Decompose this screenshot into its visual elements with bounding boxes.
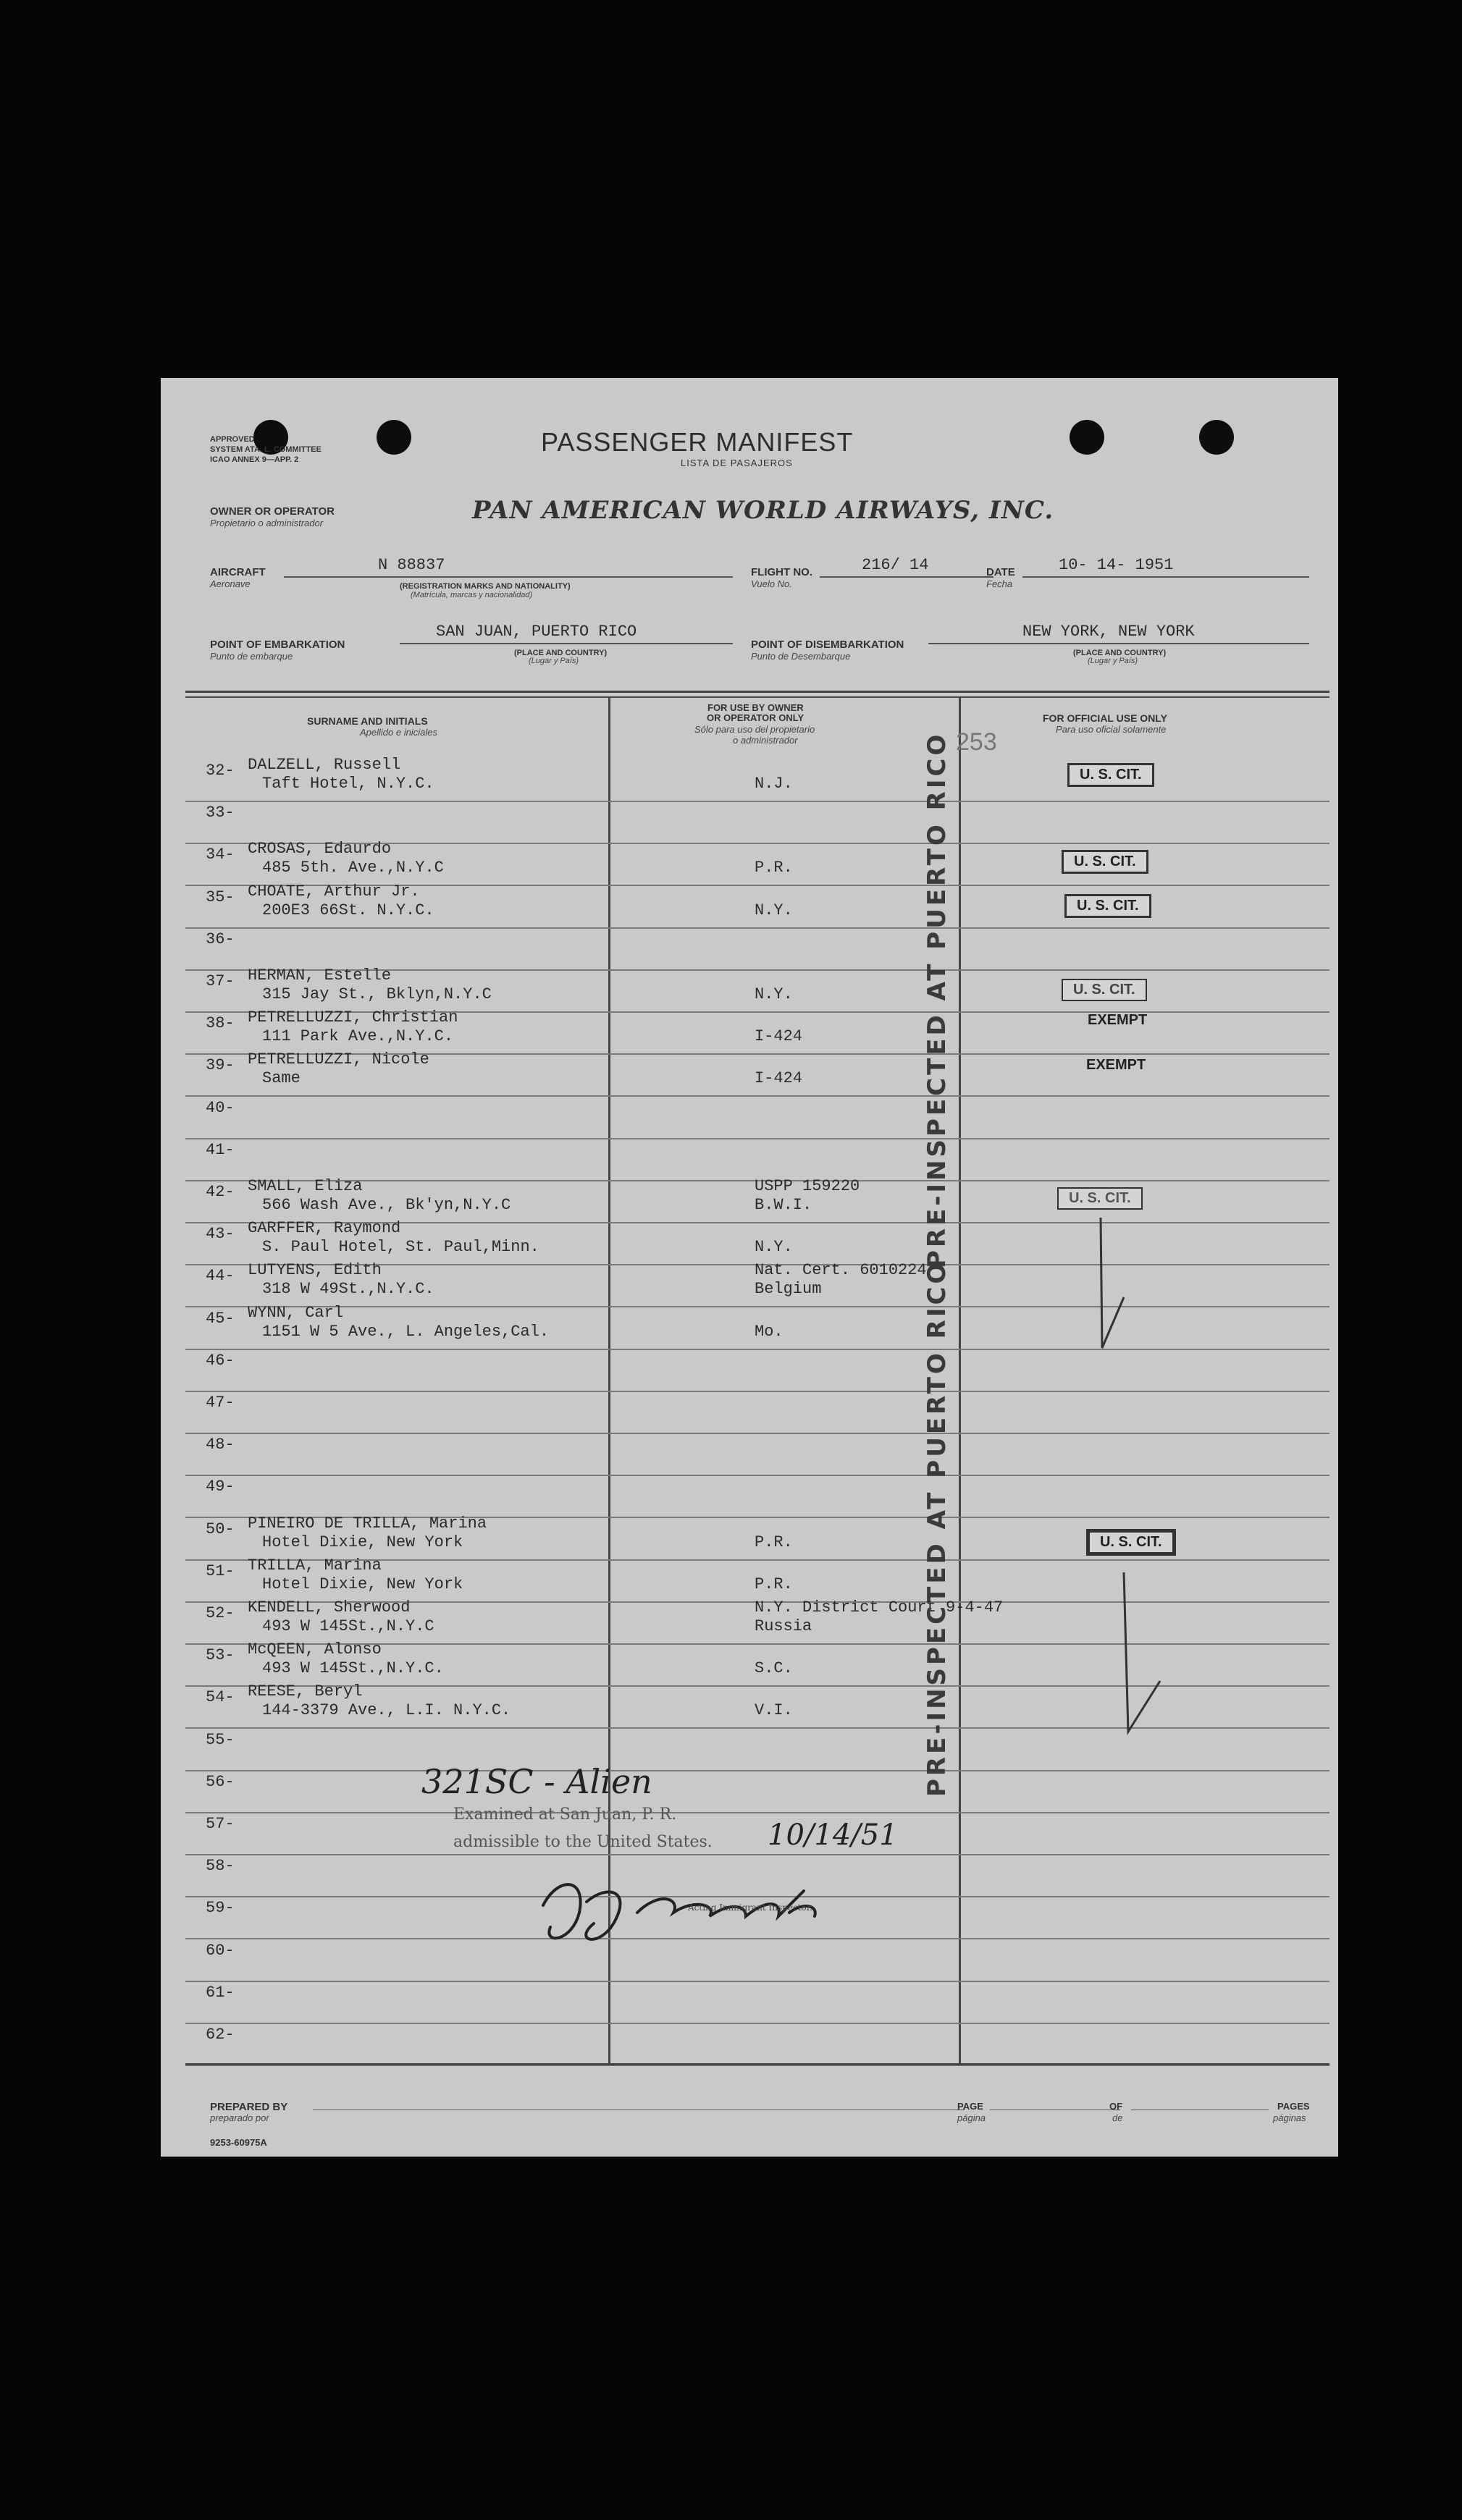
page-label: PAGE: [957, 2101, 983, 2112]
owner-value: PAN AMERICAN WORLD AIRWAYS, INC.: [472, 496, 1054, 525]
punch-hole-3: [1070, 420, 1104, 455]
passenger-address: Same: [262, 1069, 301, 1087]
row-number: 47-: [206, 1394, 235, 1412]
us-cit-stamp-50: U. S. CIT.: [1086, 1529, 1176, 1556]
ditto-mark-lines: [1059, 1210, 1160, 1587]
us-cit-stamp-42: U. S. CIT.: [1057, 1187, 1143, 1210]
passenger-address: 144-3379 Ave., L.I. N.Y.C.: [262, 1701, 511, 1719]
table-top-rule-1: [185, 691, 1329, 693]
owner-code: P.R.: [755, 859, 793, 877]
approval-line-1: APPROVED: [210, 435, 255, 444]
embark-underline: [400, 643, 733, 644]
passenger-address: 111 Park Ave.,N.Y.C.: [262, 1027, 454, 1045]
passenger-name: PETRELLUZZI, Christian: [248, 1008, 458, 1027]
column-divider-1: [608, 696, 610, 2065]
row-number: 56-: [206, 1773, 235, 1791]
page-label-es: página: [957, 2112, 986, 2123]
row-line: [185, 2023, 1329, 2024]
passenger-address: 318 W 49St.,N.Y.C.: [262, 1280, 434, 1298]
flight-label-es: Vuelo No.: [751, 578, 792, 589]
passenger-address: Taft Hotel, N.Y.C.: [262, 775, 434, 793]
aircraft-note: (REGISTRATION MARKS AND NATIONALITY): [400, 582, 571, 591]
disembark-place-note: (PLACE AND COUNTRY): [1073, 649, 1167, 657]
date-label: DATE: [986, 566, 1015, 578]
ditto-mark-lines-2: [1102, 1565, 1189, 1768]
passenger-name: GARFFER, Raymond: [248, 1219, 401, 1237]
owner-code: N.Y.: [755, 1238, 793, 1256]
row-number: 42-: [206, 1183, 235, 1201]
us-cit-stamp-34: U. S. CIT.: [1062, 850, 1148, 874]
aircraft-note-es: (Matrícula, marcas y nacionalidad): [411, 591, 533, 599]
table-bottom-rule: [185, 2063, 1329, 2065]
official-column-header-es: Para uso oficial solamente: [1056, 724, 1167, 735]
passenger-name: WYNN, Carl: [248, 1304, 344, 1322]
row-number: 61-: [206, 1984, 235, 2002]
passenger-name: TRILLA, Marina: [248, 1556, 382, 1575]
name-column-header-es: Apellido e iniciales: [360, 727, 437, 738]
row-number: 41-: [206, 1141, 235, 1159]
owner-note: N.Y. District Court 9-4-47: [755, 1598, 1004, 1617]
row-number: 55-: [206, 1731, 235, 1749]
owner-code: S.C.: [755, 1659, 793, 1677]
owner-code: P.R.: [755, 1533, 793, 1551]
row-number: 36-: [206, 930, 235, 948]
flight-value: 216/ 14: [862, 556, 929, 574]
passenger-name: SMALL, Eliza: [248, 1177, 363, 1195]
row-line: [185, 1981, 1329, 1982]
examined-line-2: admissible to the United States.: [453, 1833, 713, 1851]
row-number: 58-: [206, 1857, 235, 1875]
owner-note: USPP 159220: [755, 1177, 860, 1195]
flight-label: FLIGHT NO.: [751, 566, 812, 578]
row-number: 45-: [206, 1310, 235, 1328]
row-line: [185, 1770, 1329, 1771]
row-number: 51-: [206, 1562, 235, 1580]
aircraft-value: N 88837: [378, 556, 445, 574]
pre-inspected-stamp-lower: PRE-INSPECTED AT PUERTO RICO: [923, 1260, 951, 1797]
us-cit-stamp-35: U. S. CIT.: [1064, 894, 1151, 918]
form-number: 9253-60975A: [210, 2137, 267, 2148]
embark-label: POINT OF EMBARKATION: [210, 639, 345, 651]
approval-line-2: SYSTEM ATA. L. COMMITTEE: [210, 445, 322, 454]
passenger-name: HERMAN, Estelle: [248, 966, 392, 985]
row-number: 52-: [206, 1604, 235, 1622]
row-number: 53-: [206, 1646, 235, 1664]
owner-column-header-2: OR OPERATOR ONLY: [707, 712, 804, 723]
aircraft-label: AIRCRAFT: [210, 566, 266, 578]
owner-code: Mo.: [755, 1323, 783, 1341]
row-number: 32-: [206, 762, 235, 780]
column-divider-2: [959, 696, 961, 2065]
aircraft-label-es: Aeronave: [210, 578, 251, 589]
passenger-name: PINEIRO DE TRILLA, Marina: [248, 1514, 487, 1533]
passenger-name: PETRELLUZZI, Nicole: [248, 1050, 429, 1069]
us-cit-stamp-37: U. S. CIT.: [1062, 979, 1147, 1001]
inspector-title: Acting Immigrant Inspector.: [688, 1902, 812, 1913]
row-number: 60-: [206, 1942, 235, 1960]
official-column-header: FOR OFFICIAL USE ONLY: [1043, 712, 1167, 724]
row-line: [185, 801, 1329, 802]
owner-code: B.W.I.: [755, 1196, 812, 1214]
page-title: PASSENGER MANIFEST: [541, 427, 854, 457]
passenger-name: McQEEN, Alonso: [248, 1640, 382, 1659]
passenger-address: 315 Jay St., Bklyn,N.Y.C: [262, 985, 492, 1003]
approval-note: [210, 434, 322, 465]
owner-column-header-1: FOR USE BY OWNER: [707, 702, 804, 713]
row-number: 57-: [206, 1815, 235, 1833]
punch-hole-2: [377, 420, 411, 455]
disembark-label: POINT OF DISEMBARKATION: [751, 639, 904, 651]
prepared-label-es: preparado por: [210, 2112, 269, 2123]
passenger-address: 493 W 145St.,N.Y.C.: [262, 1659, 444, 1677]
flight-underline: [820, 576, 993, 578]
row-number: 33-: [206, 804, 235, 822]
pages-label-es: páginas: [1273, 2112, 1306, 2123]
of-label: OF: [1109, 2101, 1123, 2112]
punch-hole-4: [1199, 420, 1234, 455]
embark-place-note-es: (Lugar y País): [529, 657, 579, 665]
row-number: 54-: [206, 1688, 235, 1706]
disembark-label-es: Punto de Desembarque: [751, 651, 851, 662]
passenger-name: LUTYENS, Edith: [248, 1261, 382, 1279]
owner-code: I-424: [755, 1069, 803, 1087]
passenger-address: 485 5th. Ave.,N.Y.C: [262, 859, 444, 877]
owner-code: P.R.: [755, 1575, 793, 1593]
owner-code: N.J.: [755, 775, 793, 793]
row-line: [185, 1095, 1329, 1097]
embark-label-es: Punto de embarque: [210, 651, 293, 662]
official-number: 253: [956, 728, 997, 756]
examined-line-1: Examined at San Juan, P. R.: [453, 1805, 677, 1824]
owner-column-header-es-1: Sólo para uso del propietario: [694, 724, 815, 735]
us-cit-stamp-32: U. S. CIT.: [1067, 763, 1154, 787]
aircraft-underline: [284, 576, 733, 578]
owner-code: N.Y.: [755, 901, 793, 919]
date-value: 10- 14- 1951: [1059, 556, 1174, 574]
row-line: [185, 1812, 1329, 1813]
disembark-place-note-es: (Lugar y País): [1088, 657, 1138, 665]
passenger-address: 493 W 145St.,N.Y.C: [262, 1617, 434, 1635]
exempt-stamp-39: EXEMPT: [1086, 1057, 1146, 1073]
handwritten-code: 321SC - Alien: [421, 1762, 652, 1801]
owner-code: Belgium: [755, 1280, 822, 1298]
of-label-es: de: [1112, 2112, 1123, 2123]
passenger-name: CHOATE, Arthur Jr.: [248, 882, 420, 901]
table-top-rule-2: [185, 696, 1329, 698]
passenger-address: S. Paul Hotel, St. Paul,Minn.: [262, 1238, 539, 1256]
page-subtitle: LISTA DE PASAJEROS: [681, 458, 793, 468]
row-number: 34-: [206, 846, 235, 864]
date-underline: [1022, 576, 1309, 578]
row-number: 44-: [206, 1267, 235, 1285]
passenger-address: 200E3 66St. N.Y.C.: [262, 901, 434, 919]
prepared-label: PREPARED BY: [210, 2101, 288, 2113]
embark-value: SAN JUAN, PUERTO RICO: [436, 623, 637, 641]
owner-note: Nat. Cert. 6010224: [755, 1261, 927, 1279]
manifest-sheet: [161, 378, 1338, 2157]
date-label-es: Fecha: [986, 578, 1013, 589]
row-number: 59-: [206, 1899, 235, 1917]
passenger-name: KENDELL, Sherwood: [248, 1598, 411, 1617]
row-line: [185, 1854, 1329, 1855]
passenger-address: Hotel Dixie, New York: [262, 1533, 463, 1551]
pages-label: PAGES: [1277, 2101, 1310, 2112]
passenger-address: Hotel Dixie, New York: [262, 1575, 463, 1593]
row-number: 50-: [206, 1520, 235, 1538]
passenger-address: 566 Wash Ave., Bk'yn,N.Y.C: [262, 1196, 511, 1214]
row-number: 39-: [206, 1056, 235, 1074]
row-number: 43-: [206, 1225, 235, 1243]
owner-code: N.Y.: [755, 985, 793, 1003]
row-number: 48-: [206, 1436, 235, 1454]
row-number: 37-: [206, 972, 235, 990]
row-number: 49-: [206, 1478, 235, 1496]
row-number: 35-: [206, 888, 235, 906]
row-line: [185, 1138, 1329, 1139]
owner-code: V.I.: [755, 1701, 793, 1719]
handwritten-date: 10/14/51: [768, 1819, 898, 1852]
passenger-name: DALZELL, Russell: [248, 756, 401, 774]
owner-label-es: Propietario o administrador: [210, 518, 324, 528]
disembark-value: NEW YORK, NEW YORK: [1022, 623, 1195, 641]
row-number: 40-: [206, 1099, 235, 1117]
approval-line-3: ICAO ANNEX 9—APP. 2: [210, 455, 299, 464]
row-number: 46-: [206, 1352, 235, 1370]
name-column-header: SURNAME AND INITIALS: [307, 715, 428, 727]
passenger-name: CROSAS, Edaurdo: [248, 840, 392, 858]
passenger-name: REESE, Beryl: [248, 1682, 363, 1701]
exempt-stamp-38: EXEMPT: [1088, 1012, 1148, 1028]
owner-code: I-424: [755, 1027, 803, 1045]
passenger-address: 1151 W 5 Ave., L. Angeles,Cal.: [262, 1323, 550, 1341]
owner-column-header-es-2: o administrador: [733, 735, 798, 746]
row-number: 62-: [206, 2026, 235, 2044]
row-number: 38-: [206, 1014, 235, 1032]
row-line: [185, 927, 1329, 929]
pre-inspected-stamp-upper: PRE-INSPECTED AT PUERTO RICO: [923, 731, 951, 1268]
owner-code: Russia: [755, 1617, 812, 1635]
embark-place-note: (PLACE AND COUNTRY): [514, 649, 608, 657]
disembark-underline: [928, 643, 1309, 644]
owner-label: OWNER OR OPERATOR: [210, 505, 335, 518]
